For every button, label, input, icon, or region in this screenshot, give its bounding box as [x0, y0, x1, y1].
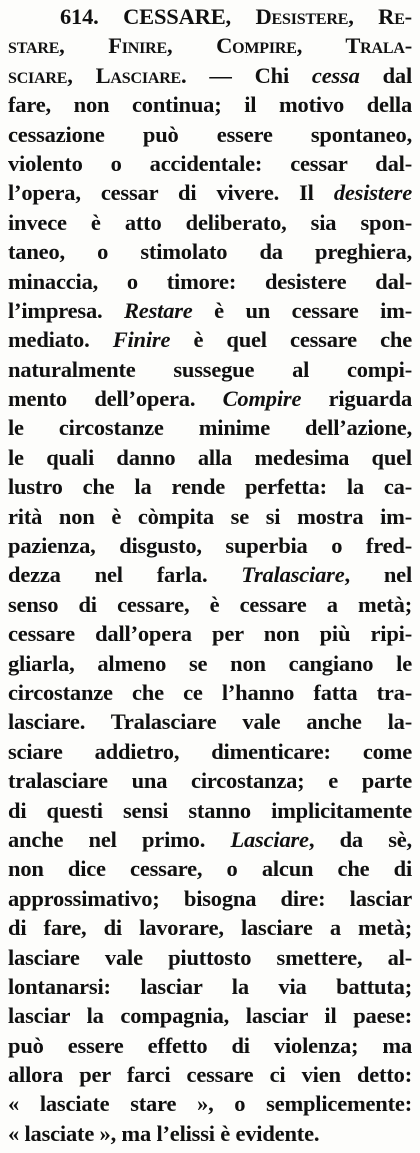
- entry-text-line: [8, 943, 412, 972]
- text-run: mediato.: [8, 327, 113, 353]
- entry-text-line: [8, 120, 412, 149]
- text-run: pazienza, disgusto, superbia o fred-: [8, 533, 412, 559]
- synonym-term: Tralasciare: [241, 562, 345, 588]
- entry-text-line: [8, 472, 412, 501]
- synonym-term: cessa: [311, 62, 360, 88]
- synonym-term: Finire: [112, 327, 171, 353]
- entry-text-line: [8, 90, 412, 119]
- entry-text-line: [8, 884, 412, 913]
- entry-text-line: [8, 1119, 412, 1148]
- text-run: CESSARE,: [123, 4, 256, 29]
- text-run: naturalmente sussegue al compi-: [8, 356, 412, 382]
- entry-number: 614.: [60, 4, 124, 29]
- entry-text-line: [8, 531, 412, 560]
- text-run: fare, non continua; il motivo della: [8, 92, 412, 118]
- entry-text-line: [8, 796, 412, 825]
- text-run: approssimativo; bisogna dire: lasciar: [8, 885, 412, 911]
- entry-text-line: [8, 972, 412, 1001]
- entry-text-line: [8, 913, 412, 942]
- text-run: taneo, o stimolato da preghiera,: [8, 239, 412, 265]
- text-run: lasciar la compagnia, lasciar il paese:: [8, 1003, 412, 1029]
- entry-text-line: [8, 502, 412, 531]
- synonym-term: Lasciare: [230, 826, 309, 852]
- entry-text-line: [8, 707, 412, 736]
- text-run: , nel: [344, 562, 412, 588]
- text-run: . — Chi: [181, 62, 312, 88]
- text-run: dezza nel farla.: [8, 562, 242, 588]
- text-run: anche nel primo.: [8, 826, 231, 852]
- entry-text-line: [8, 678, 412, 707]
- entry-text-line: [8, 267, 412, 296]
- text-run: « lasciate stare », o semplicemente:: [8, 1091, 412, 1117]
- entry-text-line: [8, 825, 412, 854]
- synonym-term: Restare: [124, 297, 193, 323]
- entry-text-line: [8, 355, 412, 384]
- text-run: « lasciate », ma l’elissi è evidente.: [8, 1120, 320, 1146]
- entry-heading-line: [8, 2, 412, 31]
- synonym-term: desistere: [333, 180, 412, 206]
- text-run: rità non è còmpita se si mostra im-: [8, 503, 412, 529]
- text-run: invece è atto deliberato, sia spon-: [8, 209, 412, 235]
- text-run: di questi sensi stanno implicitamente: [8, 797, 412, 823]
- entry-text-line: [8, 149, 412, 178]
- text-run: violento o accidentale: cessar dal-: [8, 150, 412, 176]
- entry-text-line: [8, 31, 412, 60]
- text-run: lontanarsi: lasciar la via battuta;: [8, 973, 412, 999]
- entry-text-line: [8, 737, 412, 766]
- entry-text-line: [8, 1001, 412, 1030]
- entry-text-line: [8, 384, 412, 413]
- text-run: l’impresa.: [8, 297, 124, 323]
- text-run: le quali danno alla medesima quel: [8, 444, 412, 470]
- text-run: , da sè,: [308, 826, 412, 852]
- entry-text-line: [8, 619, 412, 648]
- entry-text-line: [8, 296, 412, 325]
- headword-smallcaps: sciare, Lasciare: [8, 62, 182, 88]
- entry-text-line: [8, 443, 412, 472]
- entry-text-line: [8, 325, 412, 354]
- text-run: è quel cessare che: [170, 327, 412, 353]
- text-run: è un cessare im-: [192, 297, 412, 323]
- entry-text-line: [8, 1060, 412, 1089]
- text-run: lustro che la rende perfetta: la ca-: [8, 474, 412, 500]
- entry-text-line: [8, 178, 412, 207]
- entry-text-line: [8, 237, 412, 266]
- headword-smallcaps: Desistere, Re-: [255, 4, 412, 29]
- text-run: minaccia, o timore: desistere dal-: [8, 268, 412, 294]
- text-run: di fare, di lavorare, lasciare a metà;: [8, 915, 412, 941]
- text-run: non dice cessare, o alcun che di: [8, 856, 412, 882]
- text-run: lasciare. Tralasciare vale anche la-: [8, 709, 412, 735]
- entry-text-line: [8, 61, 412, 90]
- text-run: cessare dall’opera per non più ripi-: [8, 621, 412, 647]
- entry-text-line: [8, 766, 412, 795]
- text-run: dal: [359, 62, 412, 88]
- text-run: mento dell’opera.: [8, 386, 223, 412]
- text-run: lasciare vale piuttosto smettere, al-: [8, 944, 412, 970]
- text-run: sciare addietro, dimenticare: come: [8, 738, 412, 764]
- entry-text-line: [8, 649, 412, 678]
- text-run: circostanze che ce l’hanno fatta tra-: [8, 679, 412, 705]
- entry-text-line: [8, 1089, 412, 1118]
- text-run: cessazione può essere spontaneo,: [8, 121, 412, 147]
- text-run: tralasciare una circostanza; e parte: [8, 768, 412, 794]
- text-run: senso di cessare, è cessare a metà;: [8, 591, 412, 617]
- entry-text-line: [8, 560, 412, 589]
- entry-text-line: [8, 854, 412, 883]
- text-run: gliarla, almeno se non cangiano le: [8, 650, 412, 676]
- entry-text-line: [8, 590, 412, 619]
- entry-text-line: [8, 413, 412, 442]
- text-run: può essere effetto di violenza; ma: [8, 1032, 412, 1058]
- synonym-term: Compire: [222, 386, 302, 412]
- entry-text-line: [8, 208, 412, 237]
- synonym-entry-614: [8, 2, 412, 1148]
- headword-smallcaps: stare, Finire, Compire, Trala-: [8, 33, 412, 59]
- text-run: allora per farci cessare ci vien detto:: [8, 1062, 412, 1088]
- text-run: riguarda: [301, 386, 412, 412]
- text-run: l’opera, cessar di vivere. Il: [8, 180, 334, 206]
- entry-text-line: [8, 1031, 412, 1060]
- text-run: le circostanze minime dell’azione,: [8, 415, 412, 441]
